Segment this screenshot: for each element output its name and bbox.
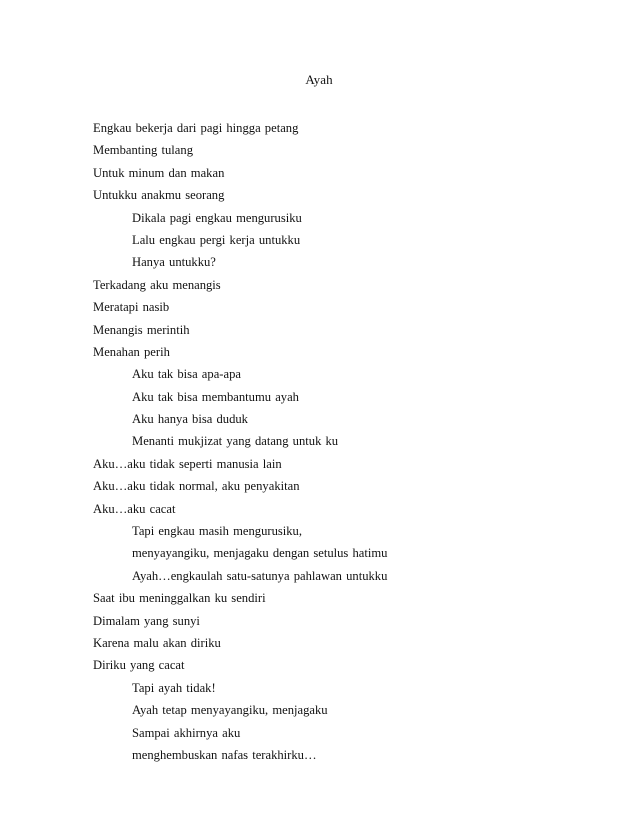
poem-line: Membanting tulang [93,143,193,158]
poem-line: Untuk minum dan makan [93,165,225,180]
poem-line: Diriku yang cacat [93,658,185,673]
poem-line: Tapi engkau masih mengurusiku, [132,524,303,539]
poem-line: Meratapi nasib [93,300,170,315]
poem-line: Menangis merintih [93,322,190,337]
poem-line: Sampai akhirnya aku [132,725,241,740]
poem-line: Engkau bekerja dari pagi hingga petang [93,121,299,135]
poem-line: Dimalam yang sunyi [93,613,200,628]
poem-line: Ayah…engkaulah satu-satunya pahlawan untukku [132,568,388,583]
poem-line: Lalu engkau pergi kerja untukku [132,232,301,247]
poem-line: Dikala pagi engkau mengurusiku [132,210,302,225]
poem-line: Hanya untukku? [132,255,216,270]
poem-line: Menahan perih [93,344,170,359]
poem-title: Ayah [305,72,333,87]
poem-line: Aku hanya bisa duduk [132,412,248,427]
poem-line: Saat ibu meninggalkan ku sendiri [93,591,266,606]
poem-line: Aku…aku tidak seperti manusia lain [93,456,282,471]
poem-line: Terkadang aku menangis [93,277,221,292]
poem-line: Aku tak bisa membantumu ayah [132,389,299,404]
poem-line: Karena malu akan diriku [93,635,221,650]
poem-line: Ayah tetap menyayangiku, menjagaku [132,703,328,718]
poem-line: menghembuskan nafas terakhirku… [132,747,317,762]
poem-line: menyayangiku, menjagaku dengan setulus hatimu [132,546,388,561]
poem-line: Tapi ayah tidak! [132,680,216,695]
poem-line: Aku…aku cacat [93,501,176,516]
poem-line: Aku tak bisa apa-apa [132,367,241,382]
poem-body [93,117,613,766]
poem-line: Aku…aku tidak normal, aku penyakitan [93,479,300,494]
poem-line: Untukku anakmu seorang [93,188,225,203]
poem-line: Menanti mukjizat yang datang untuk ku [132,434,339,449]
